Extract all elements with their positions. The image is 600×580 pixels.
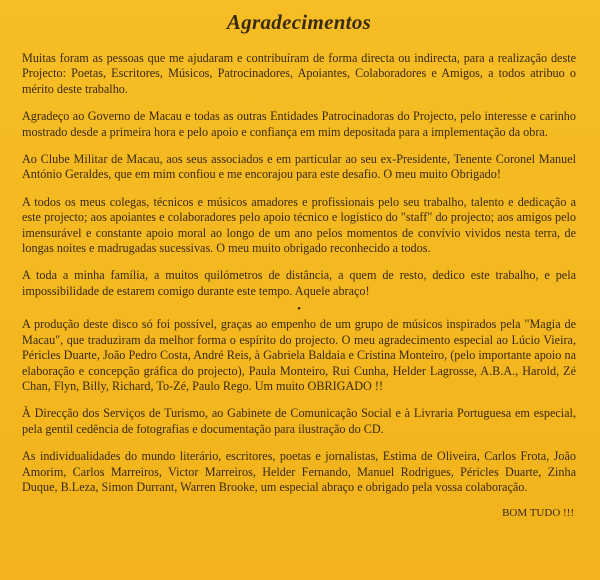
paragraph-literary: As individualidades do mundo literário, escritores, poetas e jornalistas, Estima de Oliveira, Carlos Frota, João Amorim, Carlos Marreiros, Victor Marreiros, Helder Fernando, Manuel Rodrigues, Péricles Duarte, Zinha Duque, B.Leza, Simon Durrant, Warren Brooke, um especial abraço e obrigado pela vossa colaboração. (22, 449, 576, 494)
paragraph-tourism: À Direcção dos Serviços de Turismo, ao Gabinete de Comunicação Social e à Livraria Portuguesa em especial, pela gentil cedência de fotografias e documentação para ilustração do CD. (22, 406, 576, 436)
paragraph-military-club: Ao Clube Militar de Macau, aos seus associados e em particular ao seu ex-Presidente, Tenente Coronel Manuel António Geraldes, que em mim confiou e me encorajou para este desafio. O meu muito Obrigado! (22, 152, 576, 182)
paragraph-colleagues: A todos os meus colegas, técnicos e músicos amadores e profissionais pelo seu trabalho, talento e dedicação a este projecto; aos apoiantes e colaboradores pelo apoio técnico e logístico do "staff" do projecto; aos amigos pelo imensurável e constante apoio moral ao longo de um ano pelos momentos de convívio vividos nesta terra, de longas noites e madrugadas sucessivas. O meu muito obrigado reconhecido a todos. (22, 194, 576, 256)
signoff-text: BOM TUDO !!! (502, 507, 574, 520)
section-divider-bullet: • (297, 303, 301, 316)
paragraph-production: A produção deste disco só foi possível, graças ao empenho de um grupo de músicos inspirados pela "Magia de Macau", que traduziram da melhor forma o espírito do projecto. O meu agradecimento especial ao Lúcio Vieira, Péricles Duarte, João Pedro Costa, André Reis, à Gabriela Baldaia e Cristina Monteiro, (pelo importante apoio na elaboração e concepção gráfica do projecto), Paula Monteiro, Rui Cunha, Helder Lagrosse, A.B.A., Harold, Zé Chan, Flyn, Billy, Richard, To-Zé, Paulo Rego. Um muito OBRIGADO !! (22, 317, 576, 393)
paragraph-family: A toda a minha família, a muitos quilómetros de distância, a quem de resto, dedico este trabalho, e pela impossibilidade de estarem comigo durante este tempo. Aquele abraço! (22, 268, 576, 298)
page-title: Agradecimentos (226, 10, 372, 34)
paragraph-government: Agradeço ao Governo de Macau e todas as outras Entidades Patrocinadoras do Projecto, pelo interesse e carinho mostrado desde a primeira hora e pelo apoio e confiança em mim depositada para a implementação da obra. (22, 109, 576, 139)
paragraph-intro: Muitas foram as pessoas que me ajudaram e contribuíram de forma directa ou indirecta, para a realização deste Projecto: Poetas, Escritores, Músicos, Patrocinadores, Apoiantes, Colaboradores e Amigos, a todos atribuo o mérito deste trabalho. (22, 51, 576, 96)
